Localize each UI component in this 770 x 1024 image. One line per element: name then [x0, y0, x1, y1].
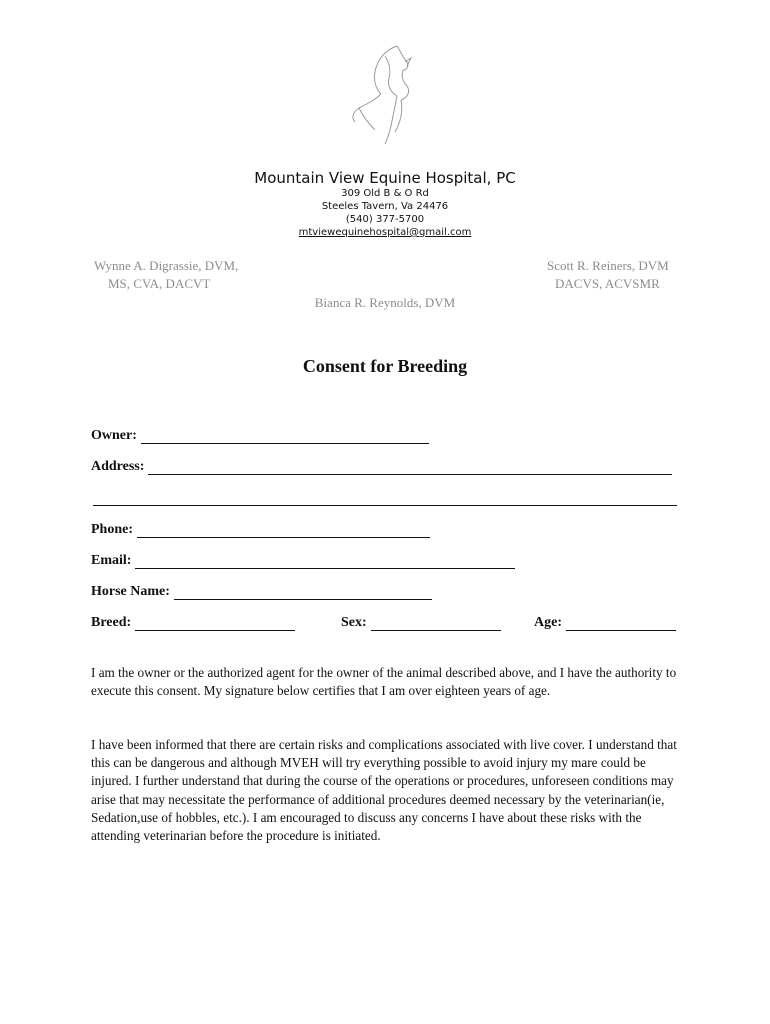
breed-field	[91, 615, 295, 631]
doctor-left-credentials: MS, CVA, DACVT	[108, 276, 211, 291]
address-line-2: Steeles Tavern, Va 24476	[321, 201, 449, 212]
address-line-1: 309 Old B & O Rd	[341, 188, 429, 199]
phone-field	[91, 522, 430, 538]
email-link[interactable]: mtviewequinehospital@gmail.com	[298, 227, 472, 238]
doctor-center-name: Bianca R. Reynolds, DVM	[314, 295, 456, 310]
breed-label: Breed:	[91, 615, 132, 630]
consent-paragraph-1: I am the owner or the authorized agent for the owner of the animal described above, and I have the authority to execute this consent. My signature below certifies that I am over eighteen years of age.	[91, 665, 677, 699]
email-input-line[interactable]	[135, 554, 515, 569]
owner-field	[91, 428, 429, 444]
phone-label: Phone:	[91, 522, 133, 537]
sex-input-line[interactable]	[371, 616, 501, 631]
address-input-line[interactable]	[148, 460, 672, 475]
sex-field	[341, 615, 501, 631]
address-line-2-field	[93, 491, 677, 506]
age-field	[534, 615, 676, 631]
address-input-line-2[interactable]	[93, 491, 677, 506]
age-input-line[interactable]	[566, 616, 676, 631]
doctor-left-name: Wynne A. Digrassie, DVM,	[94, 258, 239, 273]
address-field	[91, 459, 672, 475]
owner-input-line[interactable]	[141, 429, 429, 444]
horse-name-field	[91, 584, 432, 600]
email-field	[91, 553, 515, 569]
phone-number: (540) 377-5700	[345, 214, 425, 225]
address-label: Address:	[91, 459, 145, 474]
form-title: Consent for Breeding	[302, 356, 468, 376]
phone-input-line[interactable]	[137, 523, 430, 538]
hospital-name: Mountain View Equine Hospital, PC	[254, 169, 516, 187]
doctor-right-credentials: DACVS, ACVSMR	[555, 276, 660, 291]
age-label: Age:	[534, 615, 562, 630]
owner-label: Owner:	[91, 428, 137, 443]
consent-paragraph-2: I have been informed that there are certain risks and complications associated with live cover. I understand that this can be dangerous and although MVEH will try everything possible to avoid injury my mare could be injured. I further understand that during the course of the operations or procedures, unforeseen conditions may arise that may necessitate the performance of additional procedures deemed necessary by the veterinarian(ie, Sedation,use of hobbles, etc.). I am encouraged to discuss any concerns I have about these risks with the attending veterinarian before the procedure is initiated.	[91, 737, 677, 844]
horse-logo-icon	[345, 42, 425, 148]
horse-name-label: Horse Name:	[91, 584, 170, 599]
email-label: Email:	[91, 553, 132, 568]
doctor-right-name: Scott R. Reiners, DVM	[547, 258, 669, 273]
breed-input-line[interactable]	[135, 616, 295, 631]
horse-name-input-line[interactable]	[174, 585, 432, 600]
sex-label: Sex:	[341, 615, 367, 630]
